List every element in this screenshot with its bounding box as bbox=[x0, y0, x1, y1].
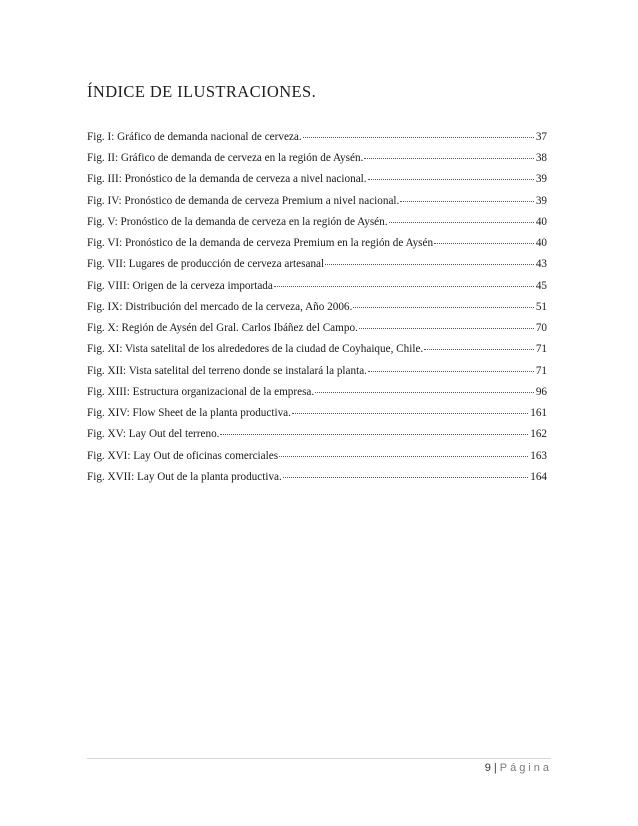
toc-entry[interactable] bbox=[87, 364, 547, 385]
toc-entry-page: 39 bbox=[535, 194, 547, 207]
toc-entry-page: 164 bbox=[530, 470, 547, 483]
toc-entry-page: 43 bbox=[535, 258, 547, 271]
toc-entry-label: Fig. XII: Vista satelital del terreno donde se instalará la planta. bbox=[87, 364, 367, 377]
toc-entry-page: 40 bbox=[535, 215, 547, 228]
toc-entry-label: Fig. X: Región de Aysén del Gral. Carlos Ibáñez del Campo. bbox=[87, 322, 358, 335]
toc-entry-page: 70 bbox=[535, 322, 547, 335]
figure-index bbox=[87, 130, 547, 491]
dot-leader bbox=[220, 426, 528, 436]
toc-entry-page: 51 bbox=[535, 300, 547, 313]
toc-entry[interactable] bbox=[87, 215, 547, 236]
dot-leader bbox=[292, 404, 528, 414]
footer-divider bbox=[87, 758, 551, 759]
toc-entry[interactable] bbox=[87, 470, 547, 491]
toc-entry[interactable] bbox=[87, 151, 547, 172]
toc-entry-page: 38 bbox=[535, 152, 547, 165]
toc-entry-label: Fig. VI: Pronóstico de la demanda de cerveza Premium en la región de Aysén bbox=[87, 237, 434, 250]
toc-entry-page: 161 bbox=[530, 407, 547, 420]
toc-entry[interactable] bbox=[87, 428, 547, 449]
dot-leader bbox=[279, 447, 528, 457]
toc-entry-label: Fig. IV: Pronóstico de demanda de cerveza Premium a nivel nacional. bbox=[87, 194, 400, 207]
page-label: Página bbox=[499, 762, 552, 774]
page-footer bbox=[485, 762, 552, 774]
toc-entry[interactable] bbox=[87, 321, 547, 342]
dot-leader bbox=[274, 277, 534, 287]
toc-entry[interactable] bbox=[87, 343, 547, 364]
toc-entry-label: Fig. I: Gráfico de demanda nacional de cerveza. bbox=[87, 130, 302, 143]
toc-entry-label: Fig. VII: Lugares de producción de cerveza artesanal bbox=[87, 258, 325, 271]
toc-entry[interactable] bbox=[87, 236, 547, 257]
dot-leader bbox=[389, 213, 534, 223]
dot-leader bbox=[368, 171, 534, 181]
toc-entry-label: Fig. XI: Vista satelital de los alrededores de la ciudad de Coyhaique, Chile. bbox=[87, 343, 424, 356]
toc-entry-page: 45 bbox=[535, 279, 547, 292]
toc-entry[interactable] bbox=[87, 279, 547, 300]
dot-leader bbox=[400, 192, 533, 202]
toc-entry-label: Fig. XVII: Lay Out de la planta productiva. bbox=[87, 470, 282, 483]
toc-entry-label: Fig. XIV: Flow Sheet de la planta productiva. bbox=[87, 407, 291, 420]
page-number: 9 bbox=[484, 762, 491, 774]
dot-leader bbox=[359, 319, 534, 329]
toc-entry[interactable] bbox=[87, 194, 547, 215]
toc-entry[interactable] bbox=[87, 449, 547, 470]
toc-entry-label: Fig. XVI: Lay Out de oficinas comerciales bbox=[87, 449, 279, 462]
toc-entry-label: Fig. II: Gráfico de demanda de cerveza en la región de Aysén. bbox=[87, 152, 364, 165]
dot-leader bbox=[368, 362, 534, 372]
dot-leader bbox=[315, 383, 534, 393]
dot-leader bbox=[434, 234, 534, 244]
toc-entry-label: Fig. III: Pronóstico de la demanda de cerveza a nivel nacional. bbox=[87, 173, 367, 186]
toc-entry[interactable] bbox=[87, 385, 547, 406]
footer-separator: | bbox=[493, 762, 497, 774]
dot-leader bbox=[303, 128, 534, 138]
toc-entry[interactable] bbox=[87, 130, 547, 151]
toc-entry-label: Fig. XIII: Estructura organizacional de la empresa. bbox=[87, 385, 315, 398]
toc-entry-page: 40 bbox=[535, 237, 547, 250]
page-title: ÍNDICE DE ILUSTRACIONES. bbox=[87, 82, 317, 101]
toc-entry-page: 37 bbox=[535, 130, 547, 143]
dot-leader bbox=[325, 256, 534, 266]
toc-entry[interactable] bbox=[87, 406, 547, 427]
toc-entry-label: Fig. IX: Distribución del mercado de la cerveza, Año 2006. bbox=[87, 300, 353, 313]
dot-leader bbox=[283, 468, 528, 478]
toc-entry-page: 163 bbox=[530, 449, 547, 462]
toc-entry-page: 71 bbox=[535, 343, 547, 356]
toc-entry-label: Fig. VIII: Origen de la cerveza importada bbox=[87, 279, 273, 292]
toc-entry[interactable] bbox=[87, 258, 547, 279]
toc-entry[interactable] bbox=[87, 173, 547, 194]
toc-entry-page: 96 bbox=[535, 385, 547, 398]
toc-entry[interactable] bbox=[87, 300, 547, 321]
toc-entry-page: 162 bbox=[530, 428, 547, 441]
dot-leader bbox=[364, 149, 533, 159]
toc-entry-label: Fig. V: Pronóstico de la demanda de cerveza en la región de Aysén. bbox=[87, 215, 388, 228]
dot-leader bbox=[424, 341, 534, 351]
toc-entry-label: Fig. XV: Lay Out del terreno. bbox=[87, 428, 220, 441]
toc-entry-page: 71 bbox=[535, 364, 547, 377]
dot-leader bbox=[353, 298, 533, 308]
toc-entry-page: 39 bbox=[535, 173, 547, 186]
